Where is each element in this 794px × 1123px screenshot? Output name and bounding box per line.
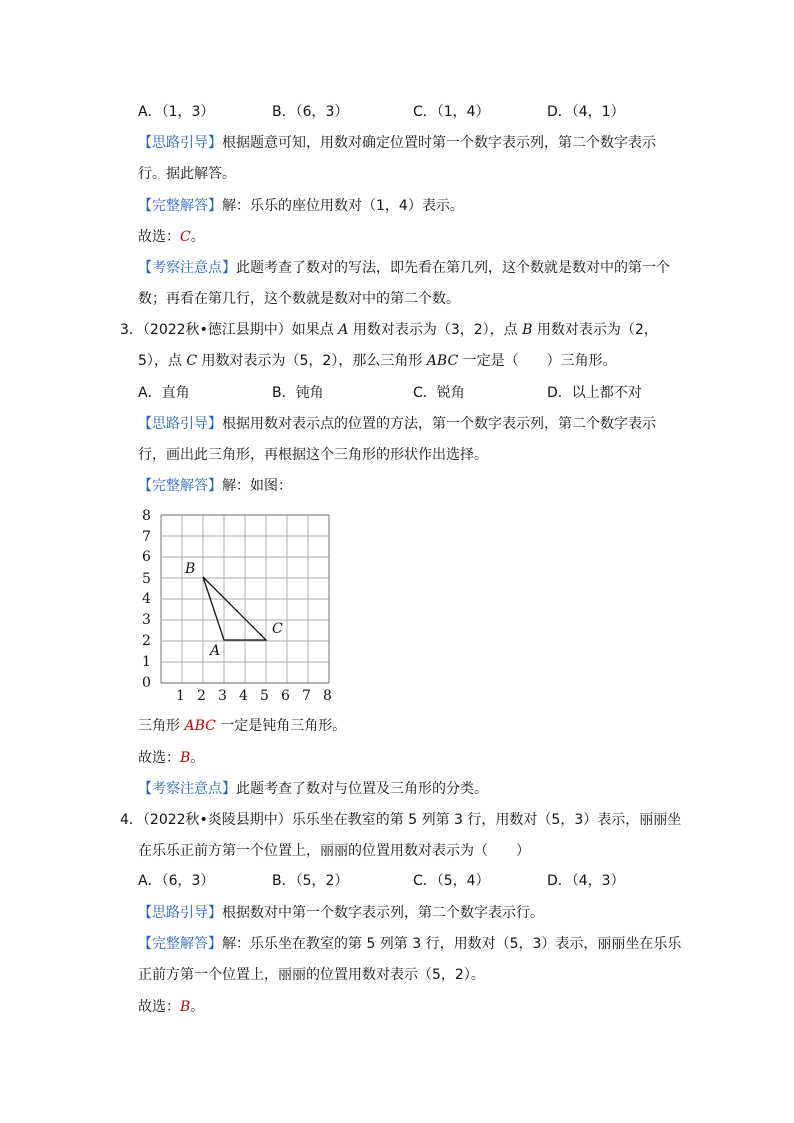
q3-conclusion-line [138, 716, 346, 736]
q2-hint-line-1 [138, 133, 656, 153]
q4-solution-line-1 [138, 934, 681, 954]
label-point-c: C [272, 621, 283, 637]
q2-option-d: D．（4，1） [547, 104, 625, 120]
q3-option-b: B．钝角 [272, 385, 324, 401]
q2-option-b: B．（6，3） [272, 104, 349, 120]
coordinate-grid-figure [136, 505, 336, 705]
q3-stem-1c: 用数对表示为（2， [532, 322, 658, 338]
x-tick-5: 5 [260, 688, 269, 704]
x-tick-8: 8 [323, 688, 332, 704]
y-tick-1: 1 [142, 654, 151, 670]
q4-stem-line-2: 在乐乐正前方第一个位置上，丽丽的位置用数对表示为（ ） [138, 843, 530, 859]
x-axis-ticks [176, 688, 332, 704]
q2-option-c: C．（1，4） [413, 104, 490, 120]
triangle-abc [203, 577, 266, 640]
q3-triangle-name: ABC [426, 353, 459, 369]
q3-answer-line [138, 748, 204, 768]
q3-answer-prefix: 故选： [138, 750, 180, 766]
q3-option-a: A．直角 [138, 385, 190, 401]
y-tick-5: 5 [142, 571, 151, 587]
q4-solution-text-1: 解：乐乐坐在教室的第 5 列第 3 行，用数对（5，3）表示，丽丽坐在乐乐 [222, 936, 682, 952]
y-axis-ticks [142, 508, 151, 691]
q3-option-d: D．以上都不对 [547, 385, 642, 401]
q2-solution-tag: 【完整解答】 [138, 198, 222, 214]
q4-option-d: D．（4，3） [547, 873, 625, 889]
q3-note-line [138, 779, 488, 799]
q4-stem-line-1: 4．（2022秋•炎陵县期中）乐乐坐在教室的第 5 列第 3 行，用数对（5，3）表示，丽丽坐 [120, 812, 682, 828]
x-tick-1: 1 [176, 688, 185, 704]
q2-hint-text-1: 根据题意可知，用数对确定位置时第一个数字表示列，第二个数字表示 [222, 135, 656, 151]
q4-hint-line [138, 903, 544, 923]
q4-answer-letter: B [180, 999, 191, 1015]
q3-point-b: B [522, 322, 533, 338]
q3-option-c: C．锐角 [413, 385, 465, 401]
y-tick-3: 3 [142, 612, 151, 628]
q4-hint-tag: 【思路引导】 [138, 905, 222, 921]
q3-stem-line-1 [120, 320, 658, 340]
x-tick-6: 6 [281, 688, 290, 704]
q3-point-a: A [338, 322, 349, 338]
q2-note-text-1: 此题考查了数对的写法，即先看在第几列，这个数就是数对中的第一个 [236, 260, 670, 276]
q3-stem-1a: 3．（2022秋•德江县期中）如果点 [120, 322, 339, 338]
q4-answer-suffix: 。 [190, 999, 205, 1015]
q3-point-c: C [186, 353, 198, 369]
q3-hint-line-1 [138, 414, 656, 434]
q4-answer-prefix: 故选： [138, 999, 180, 1015]
q3-hint-text-2: 行，画出此三角形，再根据这个三角形的形状作出选择。 [138, 447, 488, 463]
q3-answer-suffix: 。 [190, 750, 205, 766]
q3-stem-1b: 用数对表示为（3，2），点 [348, 322, 523, 338]
q4-solution-text-2: 正前方第一个位置上，丽丽的位置用数对表示（5，2）。 [138, 967, 485, 983]
q4-hint-text: 根据数对中第一个数字表示列，第二个数字表示行。 [222, 905, 544, 921]
x-tick-7: 7 [302, 688, 311, 704]
q3-solution-tag: 【完整解答】 [138, 478, 222, 494]
q2-answer-line [138, 227, 205, 247]
q3-hint-text-1: 根据用数对表示点的位置的方法，第一个数字表示列，第二个数字表示 [222, 416, 656, 432]
q2-note-line-1 [138, 258, 670, 278]
q3-stem-2c: 一定是（ ）三角形。 [458, 353, 617, 369]
q4-solution-tag: 【完整解答】 [138, 936, 222, 952]
q2-note-text-2: 数；再看在第几行，这个数就是数对中的第二个数。 [138, 291, 460, 307]
q3-solution-text: 解：如图： [222, 478, 292, 494]
q3-conclusion-a: 三角形 [138, 718, 185, 734]
q3-hint-tag: 【思路引导】 [138, 416, 222, 432]
y-tick-0: 0 [142, 675, 151, 691]
grid-lines [161, 515, 329, 683]
q2-answer-suffix: 。 [190, 229, 205, 245]
x-tick-4: 4 [239, 688, 248, 704]
q4-option-c: C．（5，4） [413, 873, 490, 889]
q3-answer-letter: B [180, 750, 191, 766]
label-point-b: B [185, 561, 196, 577]
y-tick-6: 6 [142, 549, 151, 565]
q3-conclusion-b: 一定是钝角三角形。 [215, 718, 347, 734]
q3-conclusion-abc: ABC [184, 718, 216, 734]
q2-answer-letter: C [180, 229, 191, 245]
q4-option-b: B．（5，2） [272, 873, 349, 889]
q3-stem-2b: 用数对表示为（5，2），那么三角形 [197, 353, 427, 369]
q2-option-a: A．（1，3） [138, 104, 215, 120]
y-tick-2: 2 [142, 633, 151, 649]
q3-stem-2a: 5），点 [138, 353, 187, 369]
q2-hint-tag: 【思路引导】 [138, 135, 222, 151]
q3-stem-line-2 [138, 351, 617, 371]
y-tick-8: 8 [142, 508, 151, 524]
q2-note-tag: 【考察注意点】 [138, 260, 236, 276]
q3-solution-line [138, 476, 292, 496]
y-tick-7: 7 [142, 529, 151, 545]
q2-answer-prefix: 故选： [138, 229, 180, 245]
q2-solution-text: 解：乐乐的座位用数对（1，4）表示。 [222, 198, 464, 214]
q4-answer-line [138, 997, 204, 1017]
q2-solution-line [138, 196, 464, 216]
x-tick-2: 2 [197, 688, 206, 704]
x-tick-3: 3 [218, 688, 227, 704]
q2-hint-text-2: 行。据此解答。 [138, 166, 236, 182]
q3-note-text: 此题考查了数对与位置及三角形的分类。 [236, 781, 488, 797]
y-tick-4: 4 [142, 591, 151, 607]
label-point-a: A [210, 643, 221, 659]
q3-note-tag: 【考察注意点】 [138, 781, 236, 797]
q4-option-a: A．（6，3） [138, 873, 215, 889]
